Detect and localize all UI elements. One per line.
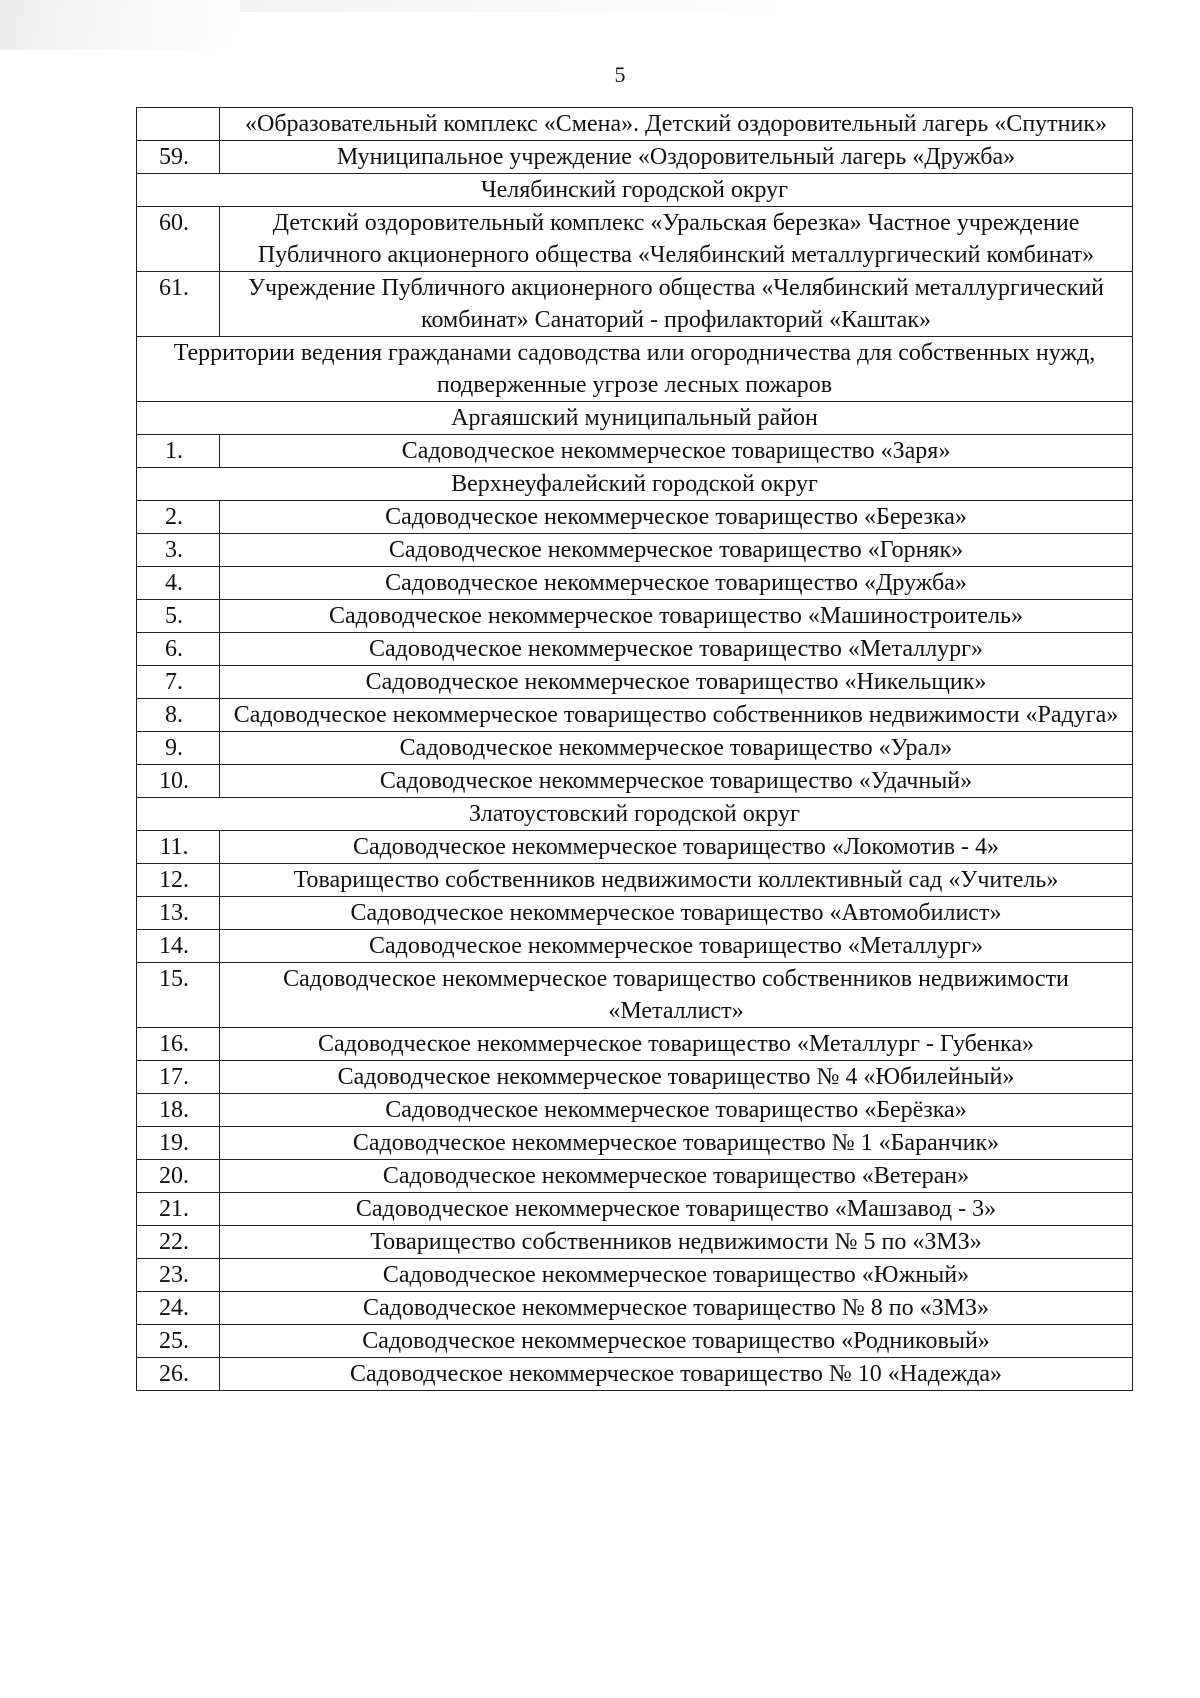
row-number: 4. (137, 567, 220, 600)
table-row (137, 897, 1133, 930)
row-number: 5. (137, 600, 220, 633)
table-row (137, 141, 1133, 174)
table-row (137, 1358, 1133, 1391)
table-row (137, 699, 1133, 732)
row-number: 12. (137, 864, 220, 897)
row-number: 10. (137, 765, 220, 798)
row-name: Садоводческое некоммерческое товарищество «Берёзка» (220, 1094, 1133, 1127)
row-number: 14. (137, 930, 220, 963)
section-header-row (137, 174, 1133, 207)
row-number: 26. (137, 1358, 220, 1391)
row-number: 11. (137, 831, 220, 864)
row-number: 60. (137, 207, 220, 272)
row-number (137, 108, 220, 141)
table-row (137, 435, 1133, 468)
row-number: 24. (137, 1292, 220, 1325)
row-name: Садоводческое некоммерческое товарищество «Родниковый» (220, 1325, 1133, 1358)
row-number: 17. (137, 1061, 220, 1094)
row-number: 2. (137, 501, 220, 534)
row-name: Муниципальное учреждение «Оздоровительный лагерь «Дружба» (220, 141, 1133, 174)
row-name: Садоводческое некоммерческое товарищество № 8 по «ЗМЗ» (220, 1292, 1133, 1325)
row-name: Учреждение Публичного акционерного общества «Челябинский металлургический комбинат» Санаторий - профилакторий «Каштак» (220, 272, 1133, 337)
scan-artifact (0, 0, 240, 50)
table-row (137, 930, 1133, 963)
row-number: 23. (137, 1259, 220, 1292)
row-number: 18. (137, 1094, 220, 1127)
table-row (137, 207, 1133, 272)
table-row (137, 272, 1133, 337)
row-number: 6. (137, 633, 220, 666)
row-number: 8. (137, 699, 220, 732)
row-name: Садоводческое некоммерческое товарищество № 10 «Надежда» (220, 1358, 1133, 1391)
page-number: 5 (614, 62, 626, 87)
row-number: 15. (137, 963, 220, 1028)
table-row (137, 600, 1133, 633)
table-row (137, 732, 1133, 765)
section-title: Аргаяшский муниципальный район (137, 402, 1133, 435)
table-row (137, 501, 1133, 534)
row-name: Садоводческое некоммерческое товарищество № 1 «Баранчик» (220, 1127, 1133, 1160)
table-row (137, 666, 1133, 699)
row-name: Садоводческое некоммерческое товарищество «Березка» (220, 501, 1133, 534)
row-name: Садоводческое некоммерческое товарищество «Заря» (220, 435, 1133, 468)
table-row (137, 1094, 1133, 1127)
section-header-row (137, 337, 1133, 402)
territories-table (136, 107, 1133, 1391)
table-row (137, 1160, 1133, 1193)
row-name: Садоводческое некоммерческое товарищество «Удачный» (220, 765, 1133, 798)
row-name: Садоводческое некоммерческое товарищество собственников недвижимости «Металлист» (220, 963, 1133, 1028)
table-row (137, 1127, 1133, 1160)
row-number: 61. (137, 272, 220, 337)
table-row (137, 1061, 1133, 1094)
row-name: Садоводческое некоммерческое товарищество «Автомобилист» (220, 897, 1133, 930)
section-header-row (137, 402, 1133, 435)
section-header-row (137, 468, 1133, 501)
section-title: Верхнеуфалейский городской округ (137, 468, 1133, 501)
row-name: Садоводческое некоммерческое товарищество «Горняк» (220, 534, 1133, 567)
table-row (137, 1226, 1133, 1259)
row-number: 16. (137, 1028, 220, 1061)
table-row (137, 1259, 1133, 1292)
row-name: Садоводческое некоммерческое товарищество «Южный» (220, 1259, 1133, 1292)
scan-artifact (240, 0, 800, 12)
row-number: 20. (137, 1160, 220, 1193)
row-number: 9. (137, 732, 220, 765)
row-name: Садоводческое некоммерческое товарищество «Никельщик» (220, 666, 1133, 699)
row-name: Садоводческое некоммерческое товарищество «Ветеран» (220, 1160, 1133, 1193)
row-name: Садоводческое некоммерческое товарищество «Дружба» (220, 567, 1133, 600)
table-row (137, 534, 1133, 567)
row-name: Садоводческое некоммерческое товарищество «Урал» (220, 732, 1133, 765)
row-name: Садоводческое некоммерческое товарищество «Локомотив - 4» (220, 831, 1133, 864)
section-header-row (137, 798, 1133, 831)
row-name: Детский оздоровительный комплекс «Уральская березка» Частное учреждение Публичного акционерного общества «Челябинский металлургический комбинат» (220, 207, 1133, 272)
row-name: Товарищество собственников недвижимости коллективный сад «Учитель» (220, 864, 1133, 897)
table-row (137, 1325, 1133, 1358)
row-name: Садоводческое некоммерческое товарищество «Машиностроитель» (220, 600, 1133, 633)
table-body (137, 108, 1133, 1391)
row-name: «Образовательный комплекс «Смена». Детский оздоровительный лагерь «Спутник» (220, 108, 1133, 141)
row-name: Садоводческое некоммерческое товарищество «Машзавод - 3» (220, 1193, 1133, 1226)
row-name: Садоводческое некоммерческое товарищество собственников недвижимости «Радуга» (220, 699, 1133, 732)
row-number: 7. (137, 666, 220, 699)
row-number: 21. (137, 1193, 220, 1226)
row-name: Садоводческое некоммерческое товарищество «Металлург» (220, 930, 1133, 963)
row-number: 19. (137, 1127, 220, 1160)
row-name: Садоводческое некоммерческое товарищество «Металлург» (220, 633, 1133, 666)
table-row (137, 963, 1133, 1028)
table-row (137, 1028, 1133, 1061)
table-row (137, 864, 1133, 897)
table-row (137, 633, 1133, 666)
table-row (137, 567, 1133, 600)
table-row (137, 1292, 1133, 1325)
row-number: 25. (137, 1325, 220, 1358)
section-title: Территории ведения гражданами садоводства или огородничества для собственных нужд, подверженные угрозе лесных пожаров (137, 337, 1133, 402)
table-row (137, 1193, 1133, 1226)
row-number: 1. (137, 435, 220, 468)
table-row (137, 108, 1133, 141)
section-title: Челябинский городской округ (137, 174, 1133, 207)
row-number: 3. (137, 534, 220, 567)
row-name: Садоводческое некоммерческое товарищество «Металлург - Губенка» (220, 1028, 1133, 1061)
table-row (137, 831, 1133, 864)
table-row (137, 765, 1133, 798)
row-number: 59. (137, 141, 220, 174)
section-title: Златоустовский городской округ (137, 798, 1133, 831)
row-name: Товарищество собственников недвижимости № 5 по «ЗМЗ» (220, 1226, 1133, 1259)
row-name: Садоводческое некоммерческое товарищество № 4 «Юбилейный» (220, 1061, 1133, 1094)
row-number: 13. (137, 897, 220, 930)
row-number: 22. (137, 1226, 220, 1259)
